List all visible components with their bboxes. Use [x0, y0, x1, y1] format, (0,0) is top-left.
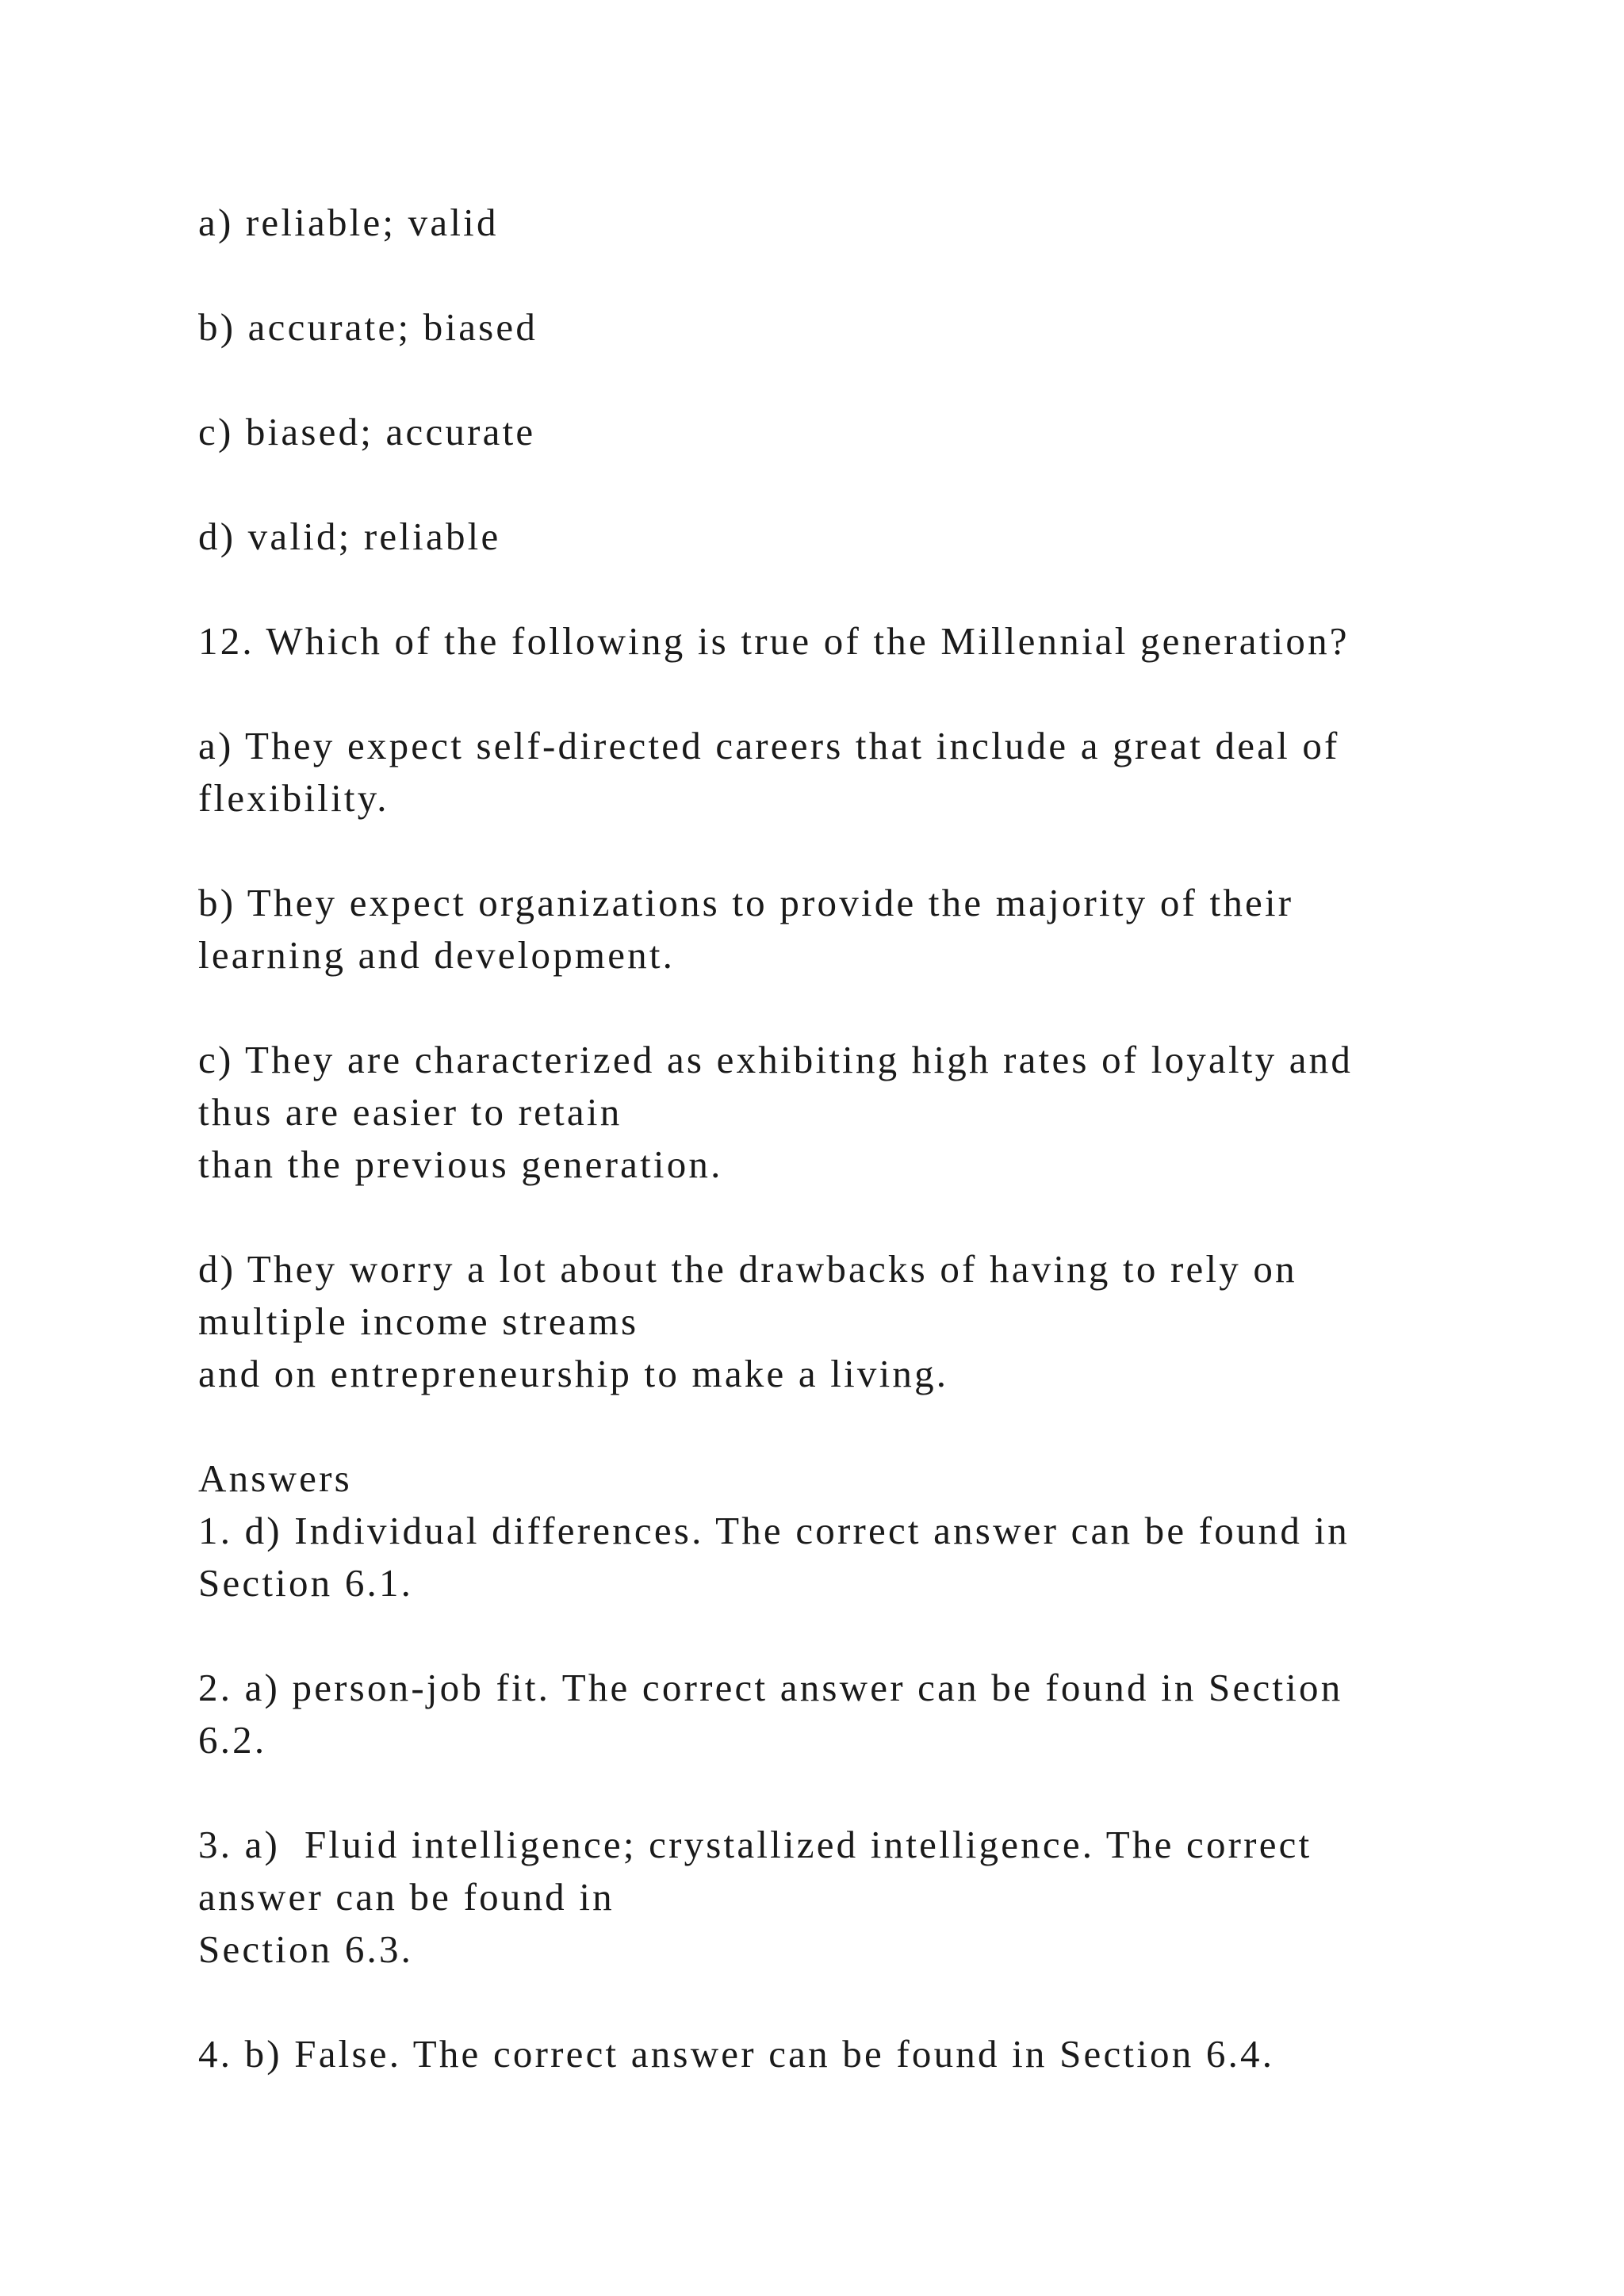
answer-1-line-2: Section 6.1.: [198, 1561, 414, 1605]
answer-2-line-2: 6.2.: [198, 1718, 267, 1762]
option-12c-line-1: c) They are characterized as exhibiting high rates of loyalty and: [198, 1038, 1354, 1081]
option-12c-line-2: thus are easier to retain: [198, 1090, 622, 1134]
option-12d-line-3: and on entrepreneurship to make a living.: [198, 1352, 949, 1395]
option-12a-line-1: a) They expect self-directed careers that include a great deal of: [198, 724, 1340, 767]
answer-2-line-1: 2. a) person-job fit. The correct answer can be found in Section: [198, 1666, 1343, 1709]
option-11c: c) biased; accurate: [198, 410, 536, 453]
answer-3-line-1: 3. a) Fluid intelligence; crystallized intelligence. The correct: [198, 1823, 1312, 1866]
option-12d-line-1: d) They worry a lot about the drawbacks of having to rely on: [198, 1247, 1297, 1291]
answer-3-line-2: answer can be found in: [198, 1875, 615, 1919]
answer-4-line-1: 4. b) False. The correct answer can be found in Section 6.4.: [198, 2032, 1275, 2076]
option-11d: d) valid; reliable: [198, 515, 501, 558]
option-11a: a) reliable; valid: [198, 201, 499, 244]
option-12c-line-3: than the previous generation.: [198, 1142, 723, 1186]
answer-3-line-3: Section 6.3.: [198, 1927, 414, 1971]
question-12-stem: 12. Which of the following is true of the Millennial generation?: [198, 619, 1350, 663]
answers-heading: Answers: [198, 1456, 352, 1500]
option-12b-line-1: b) They expect organizations to provide the majority of their: [198, 881, 1294, 924]
option-12b-line-2: learning and development.: [198, 933, 676, 977]
option-12d-line-2: multiple income streams: [198, 1299, 639, 1343]
answer-1-line-1: 1. d) Individual differences. The correct answer can be found in: [198, 1509, 1350, 1552]
option-12a-line-2: flexibility.: [198, 776, 389, 820]
option-11b: b) accurate; biased: [198, 305, 538, 349]
